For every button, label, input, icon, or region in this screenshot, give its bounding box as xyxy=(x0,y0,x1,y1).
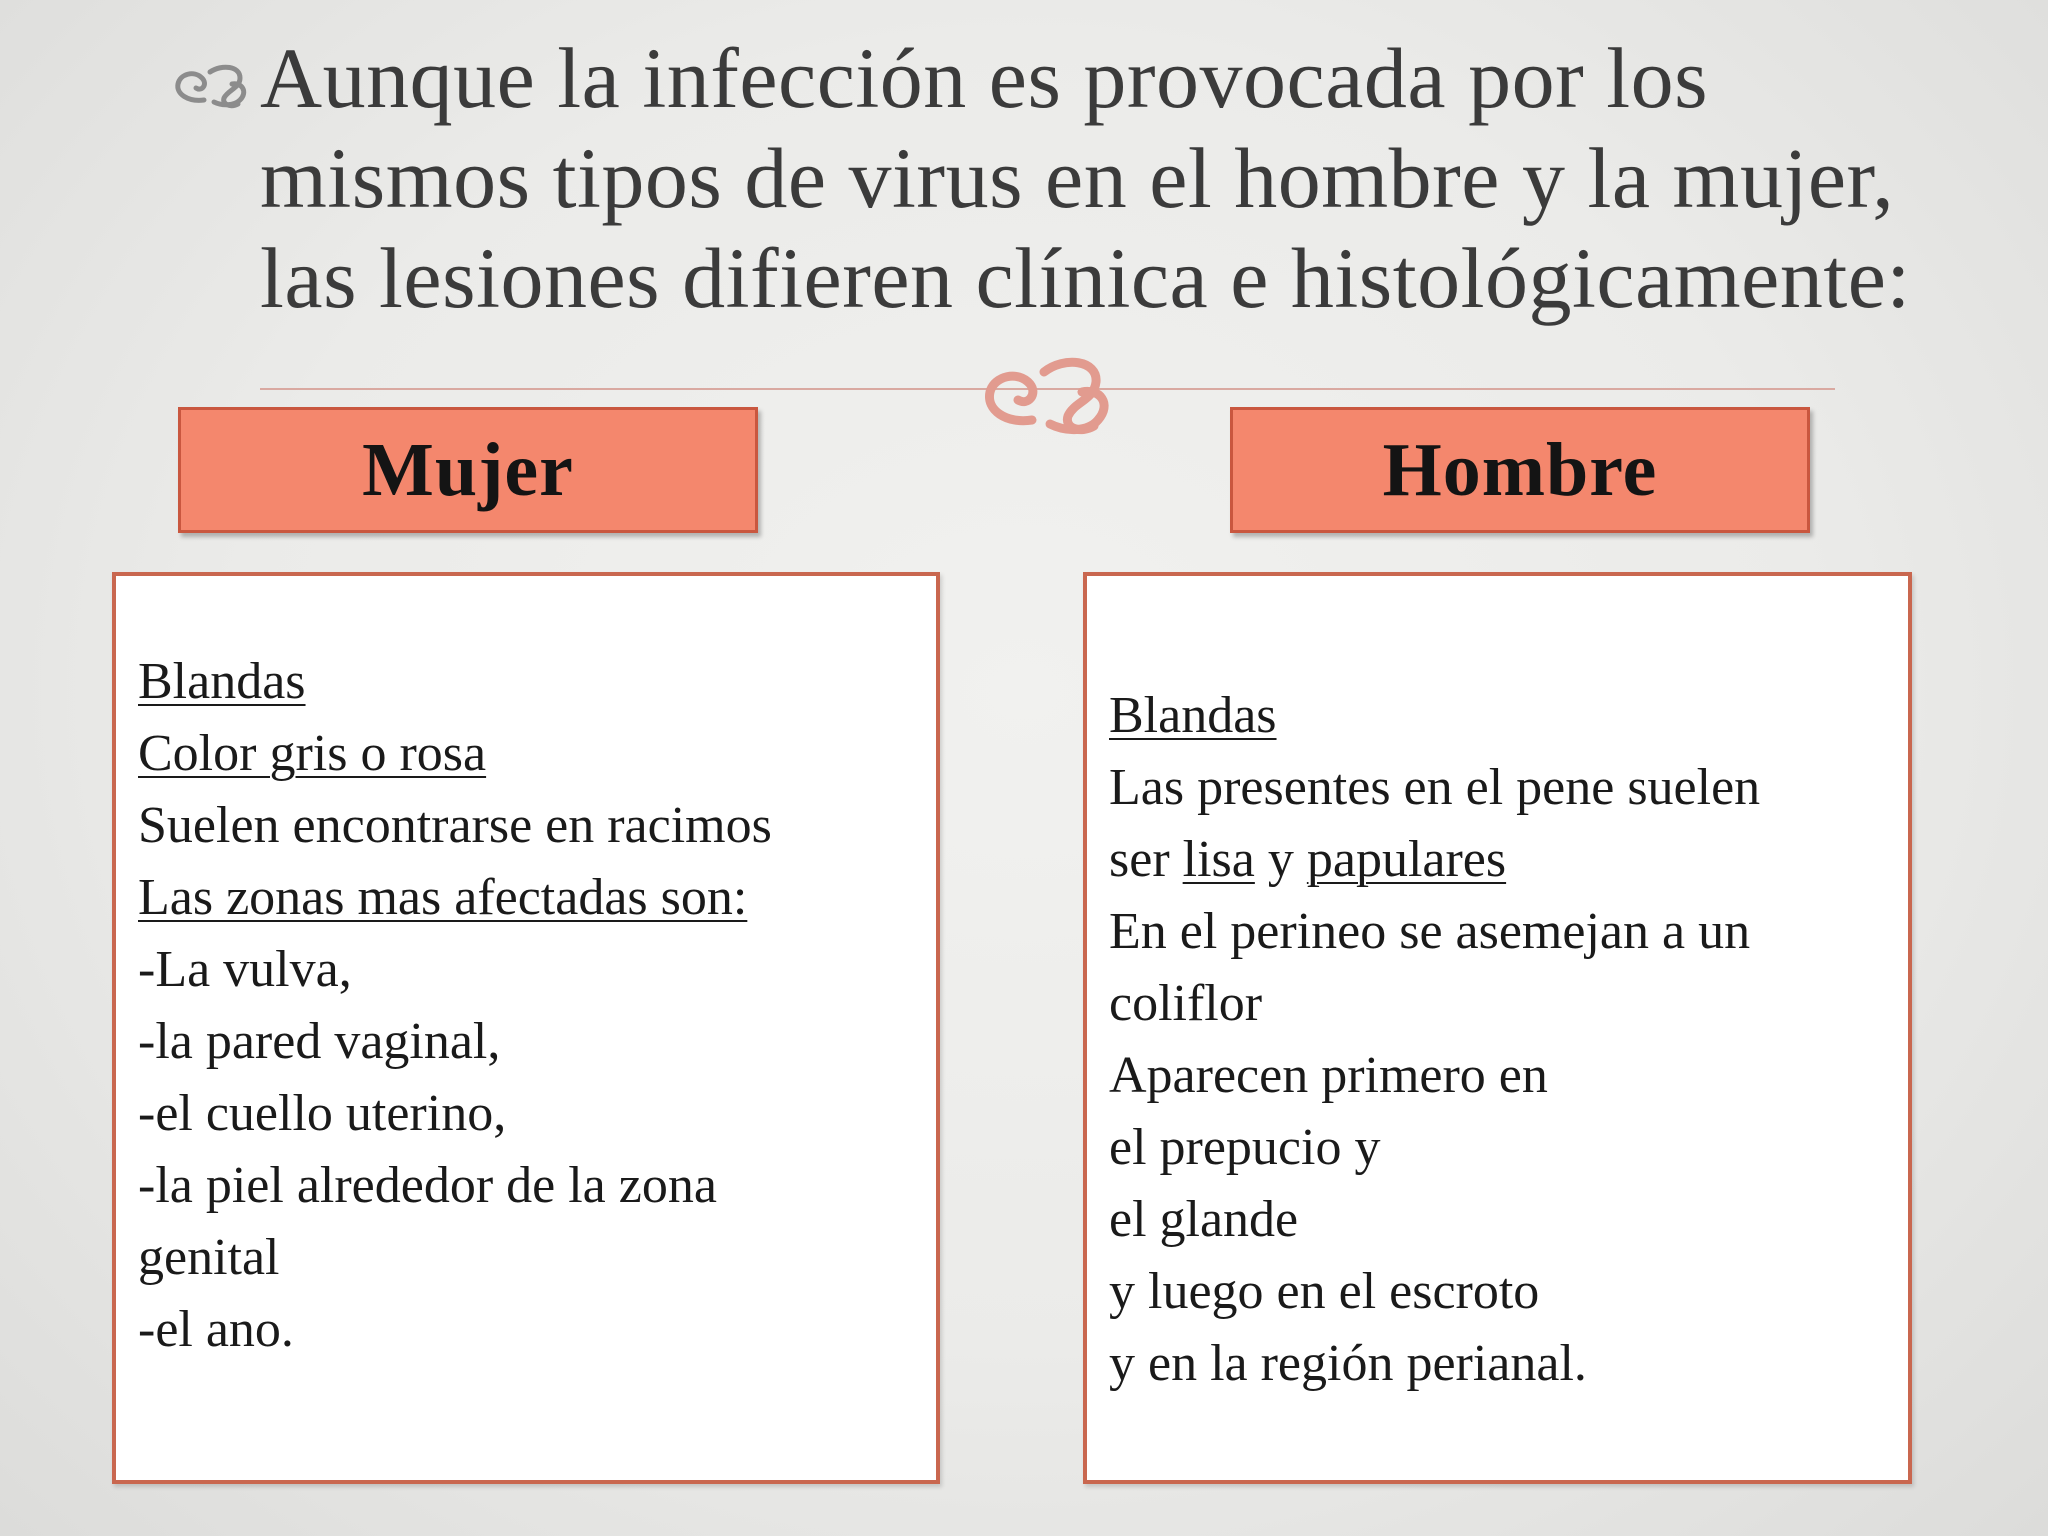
list-item xyxy=(1109,1112,1888,1184)
list-item xyxy=(1109,968,1888,1040)
heading-line-3: las lesiones difieren clínica e histológicamente: xyxy=(260,230,1911,326)
column-title-text: Hombre xyxy=(1382,427,1658,512)
item-text: Las zonas mas afectadas son: xyxy=(138,869,748,926)
list-item xyxy=(138,862,916,934)
list-item xyxy=(138,934,916,1006)
panel-mujer xyxy=(112,572,940,1484)
list-item xyxy=(1109,752,1888,824)
list-item xyxy=(138,790,916,862)
item-text: el prepucio y xyxy=(1109,1119,1381,1176)
item-text: Blandas xyxy=(1109,687,1277,744)
column-title-text: Mujer xyxy=(362,427,574,512)
item-text: papulares xyxy=(1306,831,1507,888)
item-text: lisa xyxy=(1182,831,1255,888)
column-title-hombre xyxy=(1230,407,1810,533)
item-text: y xyxy=(1267,831,1294,888)
list-item xyxy=(1109,1040,1888,1112)
item-text: el glande xyxy=(1109,1191,1299,1248)
slide-heading xyxy=(170,28,2010,328)
item-text: Color gris o rosa xyxy=(138,725,487,782)
list-hombre xyxy=(1109,680,1888,1400)
list-item xyxy=(138,1078,916,1150)
item-text: coliflor xyxy=(1109,975,1263,1032)
list-item xyxy=(1109,1256,1888,1328)
item-text: y en la región perianal. xyxy=(1109,1335,1587,1392)
column-title-mujer xyxy=(178,407,758,533)
list-item xyxy=(138,1294,916,1366)
item-text: genital xyxy=(138,1229,280,1286)
item-text: -La vulva, xyxy=(138,941,352,998)
panel-hombre xyxy=(1083,572,1912,1484)
scroll-flourish-icon xyxy=(970,342,1130,442)
item-text: -la pared vaginal, xyxy=(138,1013,501,1070)
list-item xyxy=(138,1006,916,1078)
item-text: y luego en el escroto xyxy=(1109,1263,1540,1320)
heading-line-2: mismos tipos de virus en el hombre y la mujer, xyxy=(260,130,1895,226)
item-text: Las presentes en el pene suelen xyxy=(1109,759,1761,816)
list-item xyxy=(1109,680,1888,752)
item-text: -la piel alrededor de la zona xyxy=(138,1157,717,1214)
list-item xyxy=(1109,896,1888,968)
item-text: -el cuello uterino, xyxy=(138,1085,507,1142)
item-text: En el perineo se asemejan a un xyxy=(1109,903,1751,960)
list-item xyxy=(138,1222,916,1294)
item-text: -el ano. xyxy=(138,1301,294,1358)
scroll-flourish-icon xyxy=(170,56,260,116)
item-text: Aparecen primero en xyxy=(1109,1047,1548,1104)
list-item xyxy=(1109,1184,1888,1256)
list-mujer xyxy=(138,646,916,1366)
item-text: ser xyxy=(1109,831,1170,888)
item-text: Blandas xyxy=(138,653,306,710)
list-item xyxy=(138,646,916,718)
heading-text xyxy=(260,28,1911,328)
list-item xyxy=(138,1150,916,1222)
heading-line-1: Aunque la infección es provocada por los xyxy=(260,30,1709,126)
list-item xyxy=(138,718,916,790)
list-item xyxy=(1109,824,1888,896)
item-text: Suelen encontrarse en racimos xyxy=(138,797,772,854)
list-item xyxy=(1109,1328,1888,1400)
